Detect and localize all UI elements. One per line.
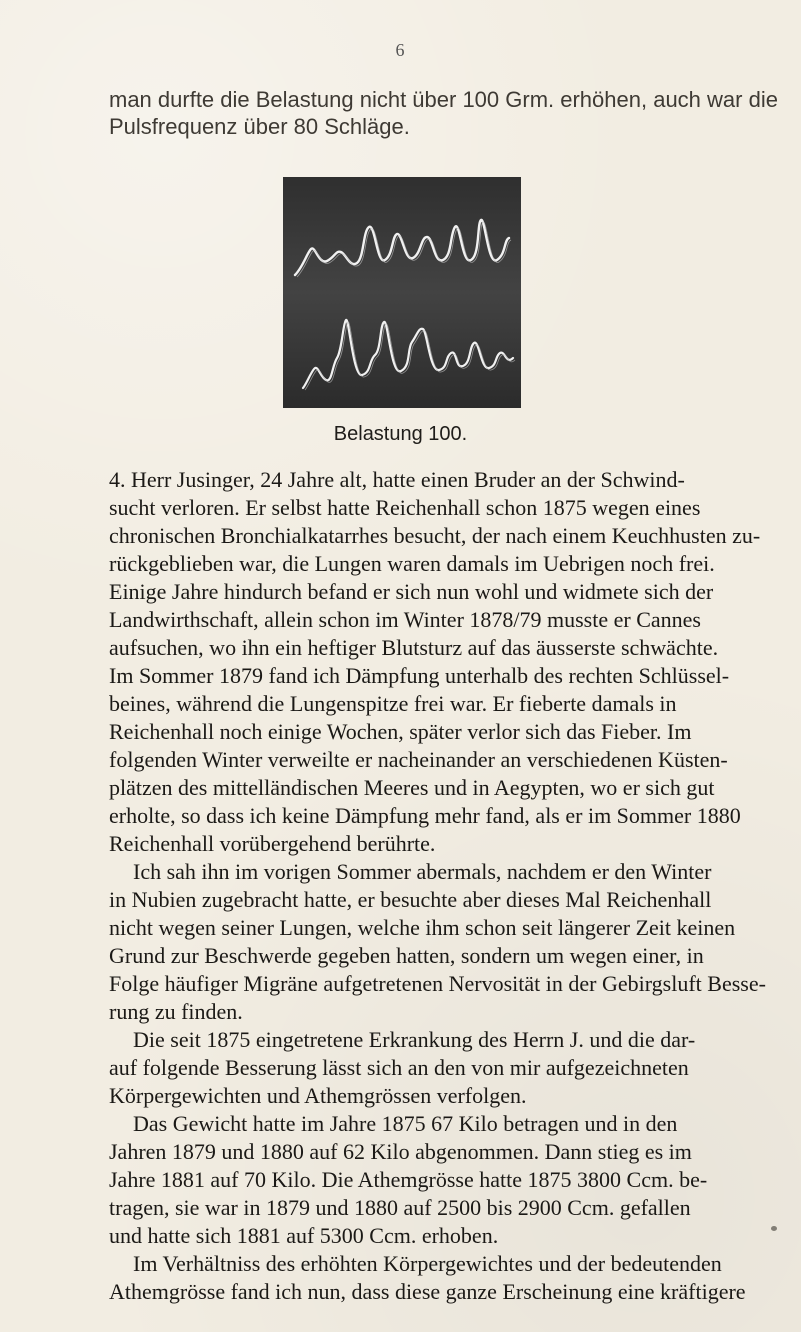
text-line: aufsuchen, wo ihn ein heftiger Blutsturz auf das äusserste schwächte. (109, 635, 719, 660)
text-line: Die seit 1875 eingetretene Erkrankung des Herrn J. und die dar- (133, 1027, 696, 1052)
paragraph-weights (109, 1110, 733, 1250)
text-line: Jahren 1879 und 1880 auf 62 Kilo abgenommen. Dann stieg es im (109, 1139, 692, 1164)
text-line: rung zu finden. (109, 999, 243, 1024)
text-line: chronischen Bronchialkatarrhes besucht, der nach einem Keuchhusten zu- (109, 523, 761, 548)
text-line: 4. Herr Jusinger, 24 Jahre alt, hatte einen Bruder an der Schwind- (109, 467, 685, 492)
intro-line: Pulsfrequenz über 80 Schläge. (109, 114, 410, 139)
paragraph-case-4 (109, 466, 761, 858)
text-line: Jahre 1881 auf 70 Kilo. Die Athemgrösse hatte 1875 3800 Ccm. be- (109, 1167, 708, 1192)
text-line: rückgeblieben war, die Lungen waren damals im Uebrigen noch frei. (109, 551, 715, 576)
paragraph-conclusion (109, 1250, 746, 1306)
intro-text (109, 86, 778, 140)
text-line: Grund zur Beschwerde gegeben hatten, sondern um wegen einer, in (109, 943, 704, 968)
page-number: 6 (395, 40, 406, 60)
paper-speck (771, 1226, 777, 1231)
text-line: Das Gewicht hatte im Jahre 1875 67 Kilo betragen und in den (133, 1111, 678, 1136)
article-body (109, 466, 766, 1306)
text-line: in Nubien zugebracht hatte, er besuchte aber dieses Mal Reichenhall (109, 887, 712, 912)
text-line: beines, während die Lungenspitze frei war. Er fieberte damals in (109, 691, 677, 716)
paragraph-visit-nubien (109, 858, 766, 1026)
text-line: folgenden Winter verweilte er nacheinander an verschiedenen Küsten- (109, 747, 728, 772)
text-line: Einige Jahre hindurch befand er sich nun wohl und widmete sich der (109, 579, 714, 604)
text-line: plätzen des mittelländischen Meeres und in Aegypten, wo er sich gut (109, 775, 715, 800)
pulse-tracing-figure (283, 177, 521, 408)
text-line: Ich sah ihn im vorigen Sommer abermals, nachdem er den Winter (133, 859, 712, 884)
text-line: Reichenhall noch einige Wochen, später verlor sich das Fieber. Im (109, 719, 692, 744)
text-line: Folge häufiger Migräne aufgetretenen Nervosität in der Gebirgsluft Besse- (109, 971, 766, 996)
text-line: sucht verloren. Er selbst hatte Reichenhall schon 1875 wegen eines (109, 495, 701, 520)
text-line: und hatte sich 1881 auf 5300 Ccm. erhoben. (109, 1223, 499, 1248)
text-line: Reichenhall vorübergehend berührte. (109, 831, 436, 856)
text-line: Im Sommer 1879 fand ich Dämpfung unterhalb des rechten Schlüssel- (109, 663, 730, 688)
text-line: Landwirthschaft, allein schon im Winter 1878/79 musste er Cannes (109, 607, 701, 632)
paragraph-course-summary (109, 1026, 733, 1110)
text-line: Athemgrösse fand ich nun, dass diese ganze Erscheinung eine kräftigere (109, 1279, 746, 1304)
text-line: auf folgende Besserung lässt sich an den von mir aufgezeichneten (109, 1055, 689, 1080)
text-line: tragen, sie war in 1879 und 1880 auf 2500 bis 2900 Ccm. gefallen (109, 1195, 691, 1220)
text-line: Im Verhältniss des erhöhten Körpergewichtes und der bedeutenden (133, 1251, 722, 1276)
figure-caption: Belastung 100. (333, 423, 468, 445)
text-line: Körpergewichten und Athemgrössen verfolgen. (109, 1083, 527, 1108)
text-line: erholte, so dass ich keine Dämpfung mehr fand, als er im Sommer 1880 (109, 803, 741, 828)
text-line: nicht wegen seiner Lungen, welche ihm schon seit längerer Zeit keinen (109, 915, 736, 940)
pulse-tracing-svg (283, 177, 521, 408)
intro-line: man durfte die Belastung nicht über 100 Grm. erhöhen, auch war die (109, 87, 778, 112)
